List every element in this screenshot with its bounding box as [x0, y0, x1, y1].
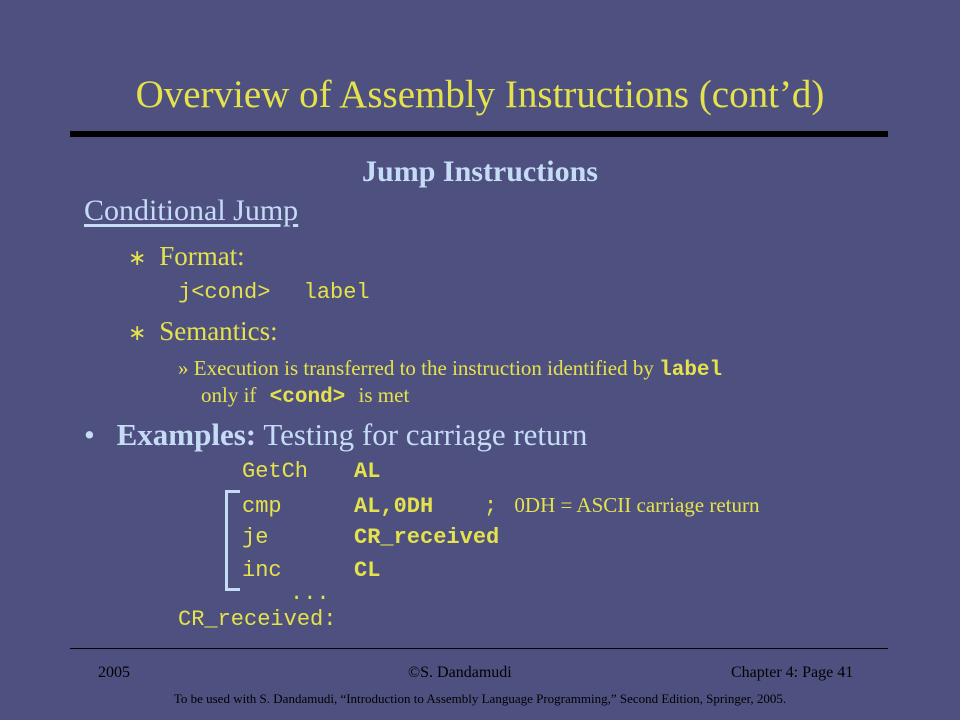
footer-note: To be used with S. Dandamudi, “Introduction to Assembly Language Programming,” Second Edition, Springer, 2005.: [173, 691, 787, 706]
code-ellipsis: ...: [290, 581, 330, 606]
footer-author: [408, 663, 512, 683]
footer-chapter: Chapter 4: Page 41: [731, 664, 854, 681]
code-comment: 0DH = ASCII carriage return: [514, 493, 760, 517]
footer-author-name: S. Dandamudi: [420, 664, 512, 681]
title-divider: [70, 131, 888, 137]
format-bullet: [128, 240, 245, 274]
copyright-icon: ©: [408, 664, 421, 681]
star-bullet-icon: ∗: [128, 245, 147, 270]
code-op: GetCh: [242, 459, 309, 484]
code-line-getch: [242, 458, 380, 486]
code-line-je: [242, 524, 499, 552]
semantics-text-2-post: is met: [358, 383, 410, 407]
semantics-label: Semantics:: [159, 316, 278, 346]
code-op: je: [242, 525, 269, 550]
format-code-label: label: [303, 280, 370, 305]
arrow-bullet-icon: »: [178, 356, 189, 380]
semantics-text-2-pre: only if: [201, 383, 257, 407]
semantics-bullet: [128, 315, 278, 349]
format-code-cond: <cond>: [191, 280, 271, 305]
star-bullet-icon: ∗: [128, 320, 147, 345]
format-code-j: j: [178, 280, 192, 305]
semantics-code-label: label: [659, 359, 723, 382]
examples-label: Examples:: [116, 417, 257, 452]
footer-year: 2005: [98, 664, 130, 681]
examples-bullet: [84, 415, 587, 455]
code-line-cmp: [242, 491, 760, 521]
examples-text: Testing for carriage return: [263, 417, 588, 452]
slide-subtitle: Jump Instructions: [362, 155, 598, 188]
format-code: [178, 279, 370, 307]
dot-bullet-icon: •: [84, 417, 95, 452]
code-op: cmp: [242, 494, 282, 519]
format-label: Format:: [159, 241, 245, 271]
semantics-text-1: Execution is transferred to the instruction identified by: [193, 356, 654, 380]
code-arg: AL: [354, 459, 381, 484]
semantics-line-2: [201, 382, 409, 411]
code-arg: CL: [354, 558, 381, 583]
code-arg: CR_received: [354, 525, 500, 550]
semantics-code-cond: <cond>: [269, 386, 346, 409]
code-op: inc: [242, 558, 282, 583]
loop-bracket: [225, 490, 240, 591]
code-semicolon: ;: [484, 494, 498, 519]
semantics-line-1: [178, 355, 722, 384]
slide-title: Overview of Assembly Instructions (cont’d): [135, 73, 825, 116]
code-label-line: CR_received:: [178, 607, 337, 632]
section-heading: Conditional Jump: [84, 194, 299, 227]
footer-divider: [70, 648, 888, 649]
code-arg: AL,0DH: [354, 494, 434, 519]
